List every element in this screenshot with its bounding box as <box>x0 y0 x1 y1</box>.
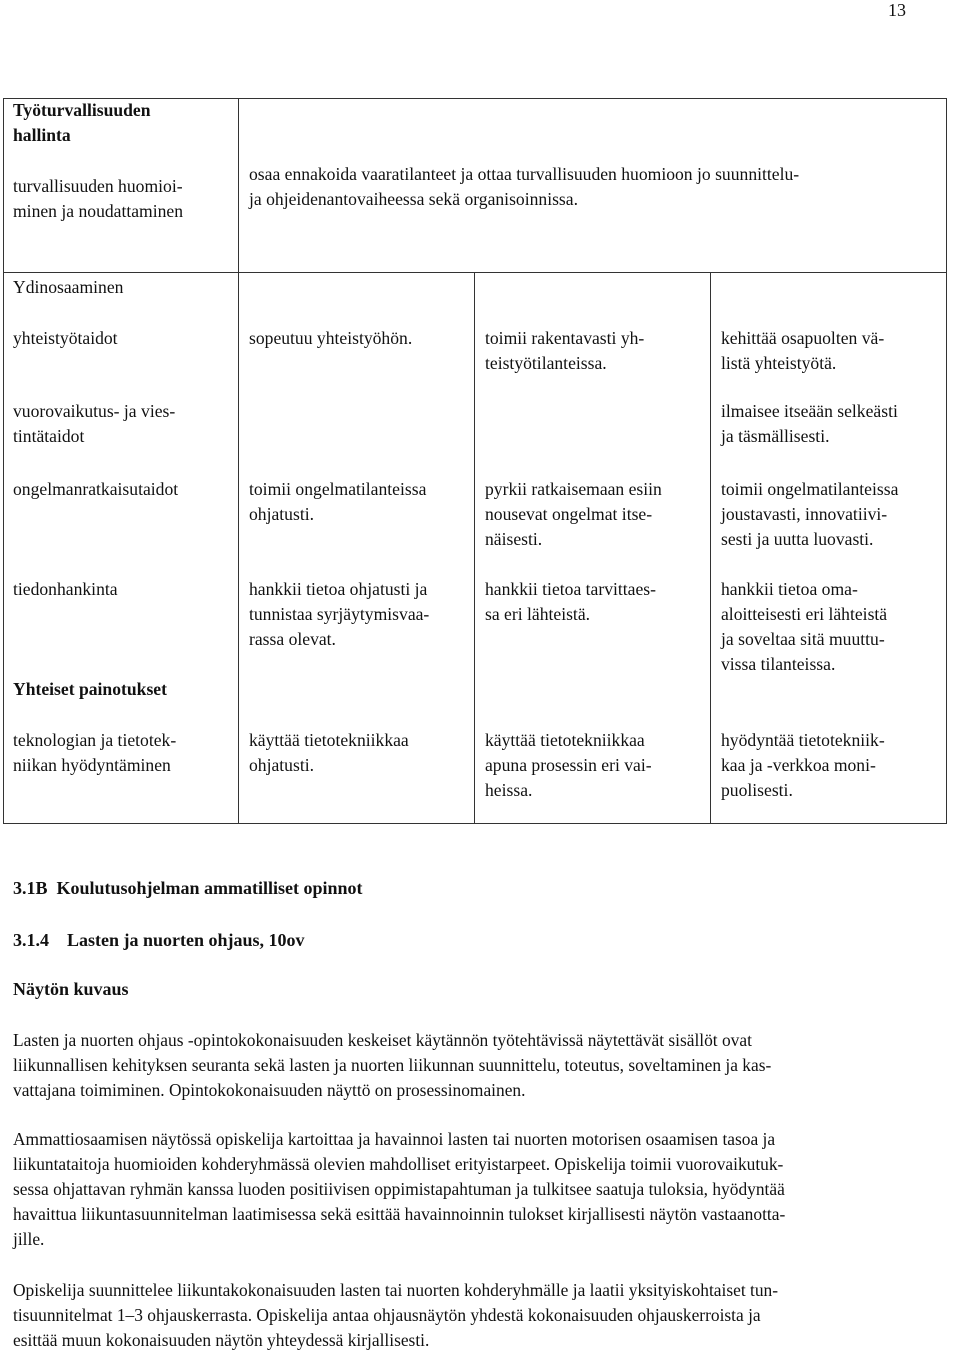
cell-k3: toimii ongelmatilanteissa joustavasti, innovatiivi- sesti ja uutta luovasti. <box>721 479 899 549</box>
ydinosaaminen-heading: Ydinosaaminen <box>13 277 124 297</box>
criterion-ongelmanratkaisu: ongelmanratkaisutaidot <box>13 479 179 499</box>
column-divider <box>238 98 239 824</box>
cell-h2: käyttää tietotekniikkaa apuna prosessin eri vai- heissa. <box>485 730 652 800</box>
column-divider <box>474 272 475 824</box>
column-divider <box>710 272 711 824</box>
cell-t1: käyttää tietotekniikkaa ohjatusti. <box>249 730 409 775</box>
cell-k3: ilmaisee itseään selkeästi ja täsmällisesti. <box>721 401 898 446</box>
cell-h2: toimii rakentavasti yh- teistyötilanteissa. <box>485 328 645 373</box>
cell-h2: pyrkii ratkaisemaan esiin nousevat ongelmat itse- näisesti. <box>485 479 662 549</box>
subsection-heading: 3.1.4 Lasten ja nuorten ohjaus, 10ov <box>13 930 305 950</box>
page-number: 13 <box>888 0 906 20</box>
section-heading: 3.1B Koulutusohjelman ammatilliset opinnot <box>13 878 363 898</box>
cell-t1: toimii ongelmatilanteissa ohjatusti. <box>249 479 427 524</box>
cell-k3: hankkii tietoa oma- aloitteisesti eri lähteistä ja soveltaa sitä muuttu- vissa tilanteissa. <box>721 579 888 674</box>
paragraph: Lasten ja nuorten ohjaus -opintokokonaisuuden keskeiset käytännön työtehtävissä näytettävät sisällöt ovat liikunnallisen kehityksen seuranta sekä lasten ja nuorten liikunnan suunnittelu, toteutus, soveltaminen ja kas- vattajana toimiminen. Opintokokonaisuuden näyttö on prosessinomainen. <box>13 1030 772 1100</box>
cell-t1: sopeutuu yhteistyöhön. <box>249 328 413 348</box>
criterion-tiedonhankinta: tiedonhankinta <box>13 579 118 599</box>
tyoturvallisuus-criterion: turvallisuuden huomioi- minen ja noudattaminen <box>13 176 184 221</box>
cell-k3: kehittää osapuolten vä- listä yhteistyötä. <box>721 328 885 373</box>
table-divider <box>3 272 947 273</box>
paragraph: Ammattiosaamisen näytössä opiskelija kartoittaa ja havainnoi lasten tai nuorten motorisen osaamisen tasoa ja liikuntataitoja huomioiden kohderyhmässä olevien mahdolliset erityistarpeet. Opiskelija toimii vuorovaikutuk- sessa ohjattavan ryhmän kanssa luoden positiivisen oppimistapahtuman ja tulkitsee saatuja tuloksia, hyödyntää havaittua liikuntasuunnitelman laatimisessa sekä esittää havainnoinnin tulokset kirjallisesti näytön vastaanotta- jille. <box>13 1129 786 1249</box>
criterion-yhteistyotaidot: yhteistyötaidot <box>13 328 118 348</box>
cell-t1: hankkii tietoa ohjatusti ja tunnistaa syrjäytymisvaa- rassa olevat. <box>249 579 430 649</box>
paragraph: Opiskelija suunnittelee liikuntakokonaisuuden lasten tai nuorten kohderyhmälle ja laatii yksityiskohtaiset tun- tisuunnitelmat 1–3 ohjauskerrasta. Opiskelija antaa ohjausnäytön yhdestä kokonaisuuden ohjauskerroista ja esittää muun kokonaisuuden näytön yhteydessä kirjallisesti. <box>13 1280 779 1350</box>
tyoturvallisuus-description: osaa ennakoida vaaratilanteet ja ottaa turvallisuuden huomioon jo suunnittelu- ja ohjeidenantovaiheessa sekä organisoinnissa. <box>249 164 800 209</box>
naytto-heading: Näytön kuvaus <box>13 979 129 999</box>
criterion-vuorovaikutus: vuorovaikutus- ja vies- tintätaidot <box>13 401 176 446</box>
criterion-teknologia: teknologian ja tietotek- niikan hyödyntäminen <box>13 730 177 775</box>
cell-k3: hyödyntää tietotekniik- kaa ja -verkkoa moni- puolisesti. <box>721 730 885 800</box>
cell-h2: hankkii tietoa tarvittaes- sa eri lähteistä. <box>485 579 656 624</box>
tyoturvallisuus-heading: Työturvallisuuden hallinta <box>13 100 151 145</box>
yhteiset-painotukset-heading: Yhteiset painotukset <box>13 679 167 699</box>
